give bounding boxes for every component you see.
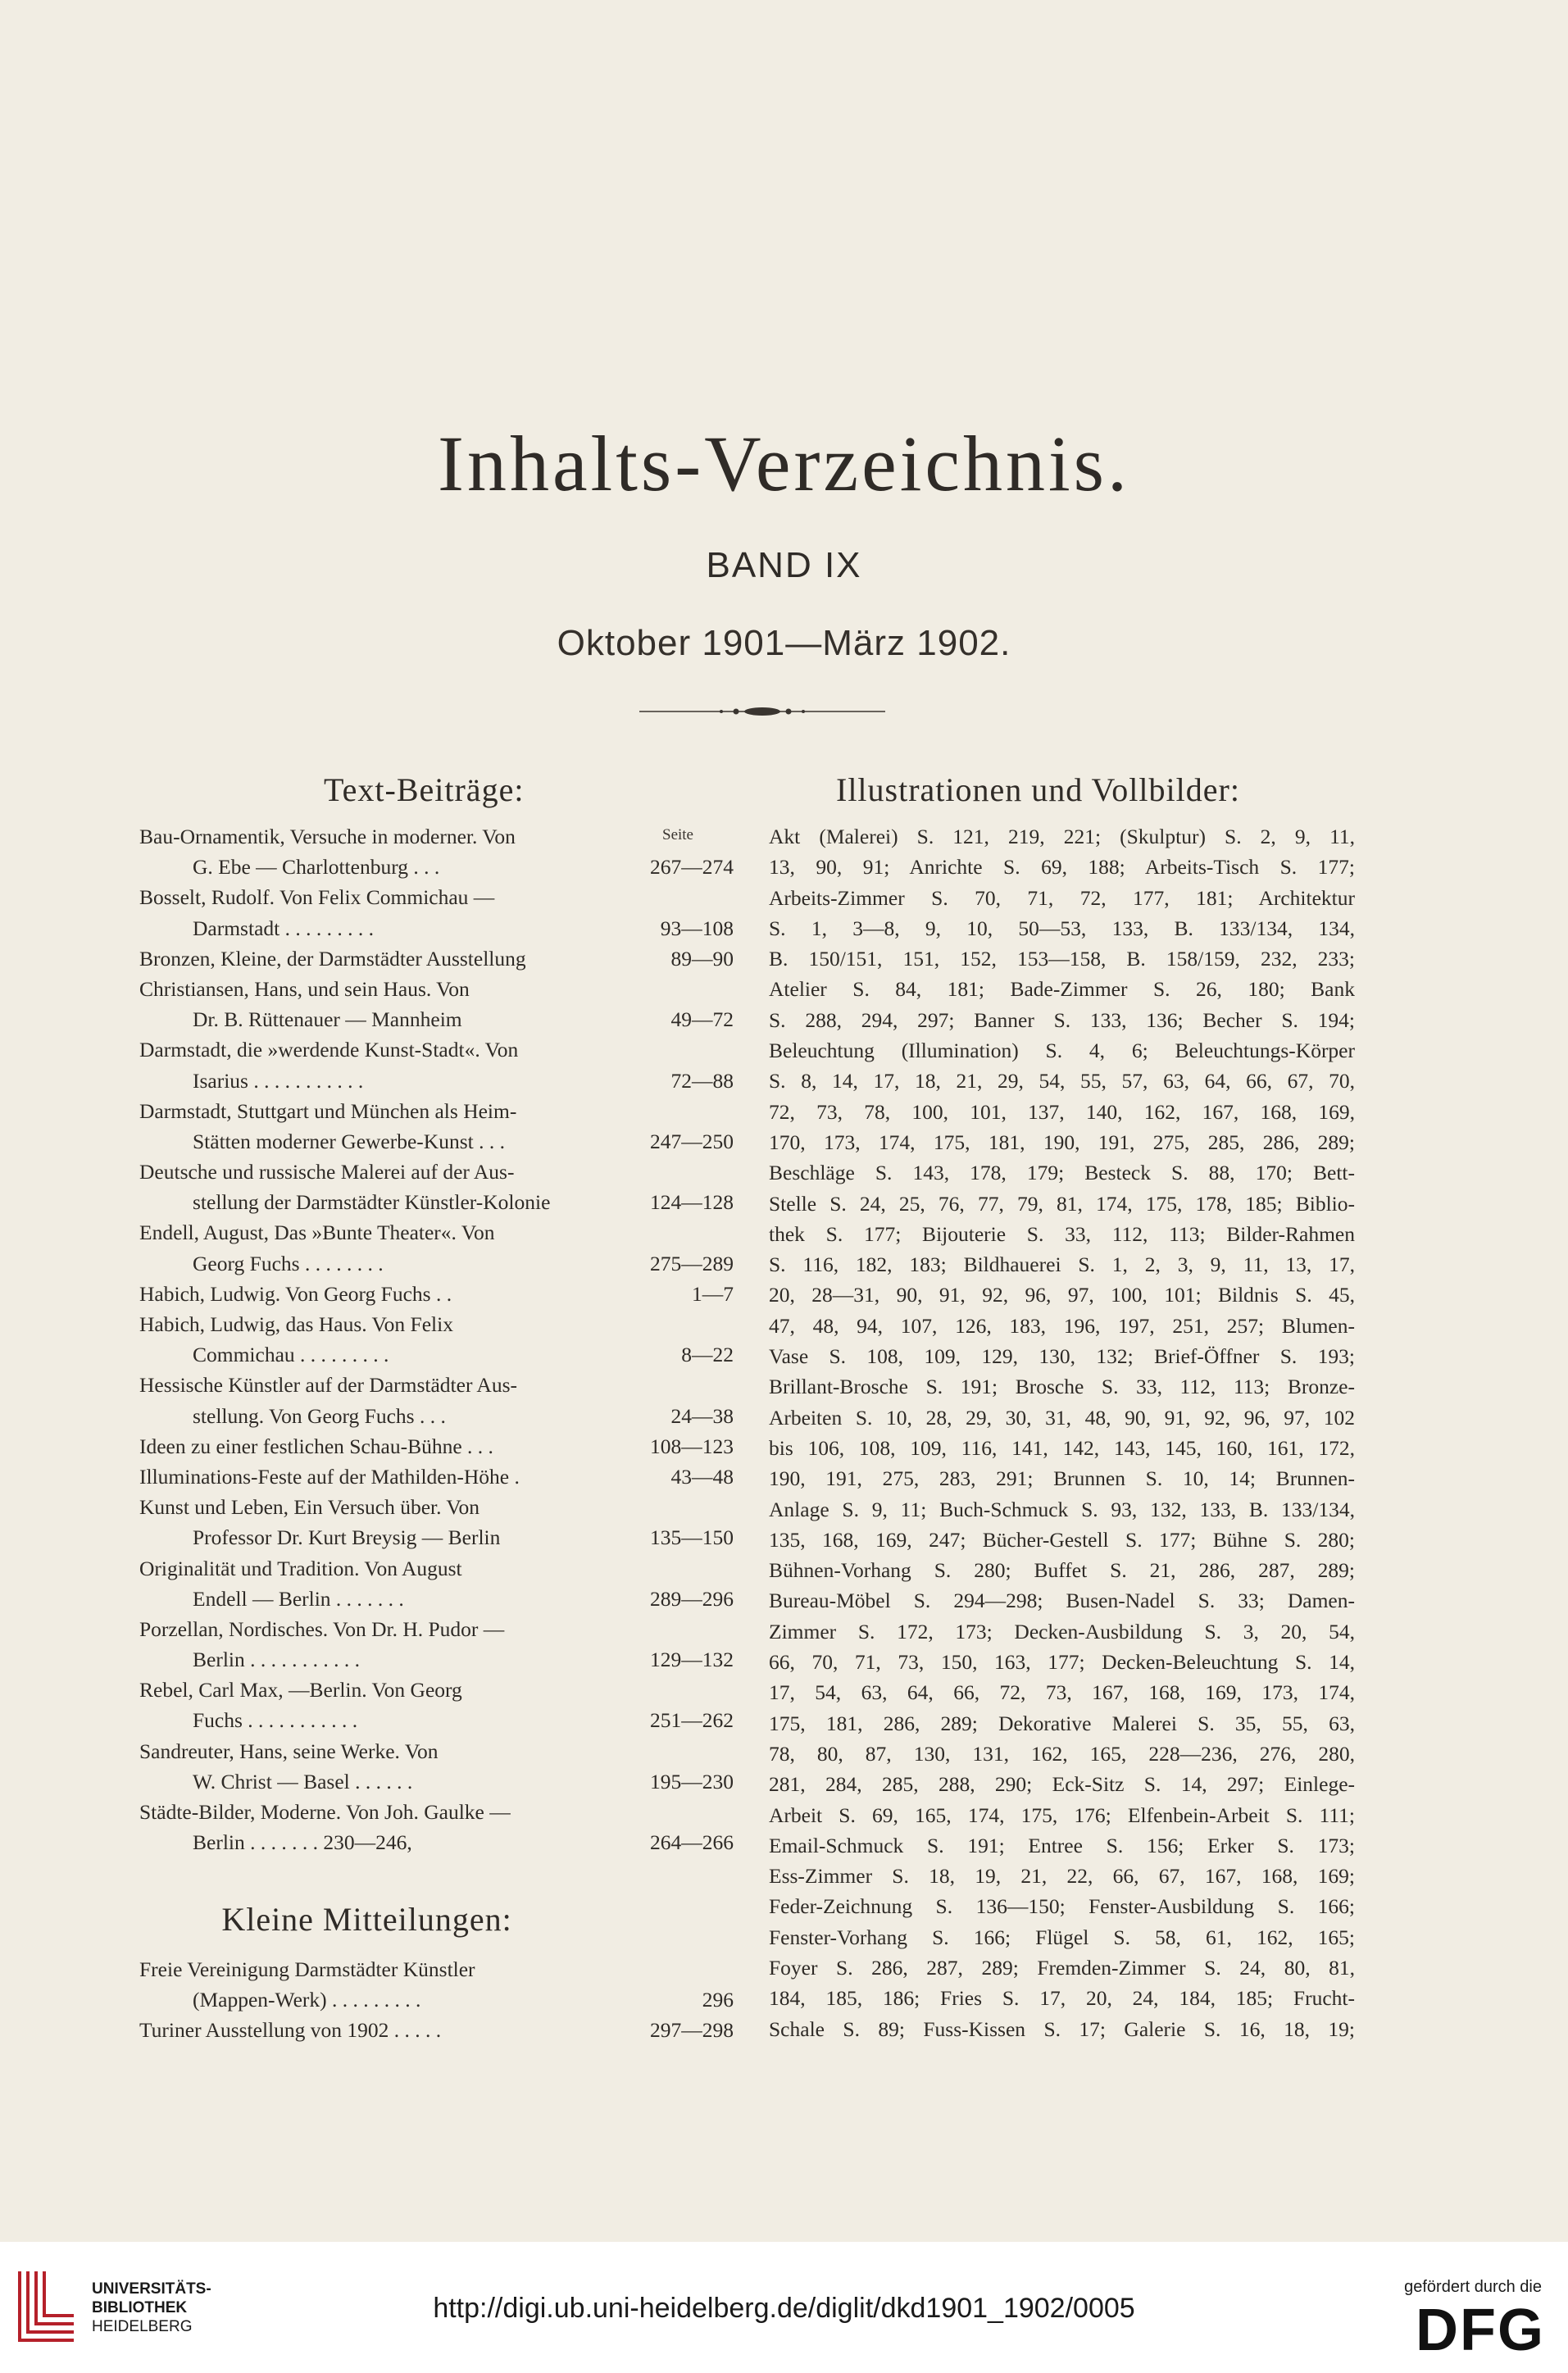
footer-bar (0, 2242, 1568, 2373)
toc-entry-pages: 108—123 (650, 1434, 734, 1458)
illustration-index-line: Ess-Zimmer S. 18, 19, 21, 22, 66, 67, 167, 168, 169; (769, 1864, 1355, 1889)
text-contributions-heading: Text-Beiträge: (324, 771, 525, 808)
toc-entry-line (139, 1675, 734, 1705)
illustration-index-line: S. 1, 3—8, 9, 10, 50—53, 133, B. 133/134, 134, (769, 916, 1355, 940)
toc-entry-pages: 297—298 (650, 2018, 734, 2043)
illustration-index-line: S. 116, 182, 183; Bildhauerei S. 1, 2, 3, 9, 11, 13, 17, (769, 1252, 1355, 1277)
toc-entry-text: Illuminations-Feste auf der Mathilden-Höhe . (139, 1464, 520, 1489)
toc-entry-text: Endell, August, Das »Bunte Theater«. Von (139, 1221, 495, 1245)
toc-entry-line (139, 1462, 734, 1492)
toc-entry-line (139, 1827, 734, 1857)
toc-entry-line (139, 1004, 734, 1034)
illustrations-list (769, 821, 1355, 2044)
toc-entry-text: Sandreuter, Hans, seine Werke. Von (139, 1739, 439, 1763)
library-name-line-3: HEIDELBERG (92, 2318, 193, 2335)
toc-entry-line (139, 1644, 734, 1675)
toc-entry-line (139, 852, 734, 882)
toc-entry-text: Georg Fuchs . . . . . . . . (193, 1251, 384, 1275)
toc-entry-line (139, 882, 734, 912)
toc-entry-line (139, 1553, 734, 1584)
illustration-index-line: Feder-Zeichnung S. 136—150; Fenster-Ausbildung S. 166; (769, 1894, 1355, 1919)
toc-entry-pages: 93—108 (660, 916, 734, 940)
page-title: Inhalts-Verzeichnis. (437, 420, 1131, 507)
illustration-index-line: Arbeiten S. 10, 28, 29, 30, 31, 48, 90, 91, 92, 96, 97, 102 (769, 1405, 1355, 1430)
illustration-index-line: Foyer S. 286, 287, 289; Fremden-Zimmer S. 24, 80, 81, (769, 1955, 1355, 1980)
ornament-divider-icon (639, 703, 885, 720)
illustration-index-line: 13, 90, 91; Anrichte S. 69, 188; Arbeits-Tisch S. 177; (769, 855, 1355, 880)
toc-entry-line (139, 1984, 734, 2015)
illustration-index-line: S. 288, 294, 297; Banner S. 133, 136; Becher S. 194; (769, 1007, 1355, 1032)
toc-entry-text: Darmstadt, die »werdende Kunst-Stadt«. Von (139, 1038, 519, 1062)
toc-entry-text: Turiner Ausstellung von 1902 . . . . . (139, 2018, 442, 2043)
toc-entry-pages: 43—48 (670, 1464, 734, 1489)
toc-entry-line (139, 1187, 734, 1217)
toc-entry-text: Rebel, Carl Max, —Berlin. Von Georg (139, 1678, 462, 1702)
library-name-line-1: UNIVERSITÄTS- (92, 2280, 211, 2298)
illustration-index-line: Atelier S. 84, 181; Bade-Zimmer S. 26, 180; Bank (769, 977, 1355, 1002)
toc-entry-text: Ideen zu einer festlichen Schau-Bühne . . . (139, 1434, 493, 1458)
toc-entry-line (139, 1370, 734, 1400)
toc-entry-text: Professor Dr. Kurt Breysig — Berlin (193, 1525, 501, 1550)
toc-entry-text: Originalität und Tradition. Von August (139, 1556, 462, 1580)
toc-entry-line (139, 2015, 734, 2045)
toc-entry-line (139, 1584, 734, 1614)
toc-entry-text: stellung der Darmstädter Künstler-Kolonie (193, 1190, 551, 1215)
toc-entry-pages: 89—90 (670, 946, 734, 971)
toc-entry-line (139, 943, 734, 974)
toc-entry-line (139, 1705, 734, 1735)
illustration-index-line: 281, 284, 285, 288, 290; Eck-Sitz S. 14, 297; Einlege- (769, 1772, 1355, 1797)
toc-entry-line (139, 1431, 734, 1462)
toc-entry-text: Bosselt, Rudolf. Von Felix Commichau — (139, 885, 495, 910)
toc-entry-text: Darmstadt, Stuttgart und München als Heim- (139, 1098, 517, 1123)
toc-entry-text: stellung. Von Georg Fuchs . . . (193, 1403, 446, 1428)
toc-entry-line (139, 1279, 734, 1309)
toc-entry-line (139, 1401, 734, 1431)
illustration-index-line: B. 150/151, 151, 152, 153—158, B. 158/159, 232, 233; (769, 947, 1355, 971)
toc-entry-text: Kunst und Leben, Ein Versuch über. Von (139, 1495, 480, 1520)
toc-entry-text: (Mappen-Werk) . . . . . . . . . (193, 1988, 421, 2012)
toc-entry-line (139, 1157, 734, 1187)
library-name-line-2: BIBLIOTHEK (92, 2299, 188, 2316)
illustration-index-line: 66, 70, 71, 73, 150, 163, 177; Decken-Beleuchtung S. 14, (769, 1650, 1355, 1675)
toc-entry-line (139, 1096, 734, 1126)
toc-entry-pages: 124—128 (650, 1190, 734, 1215)
toc-entry-text: Christiansen, Hans, und sein Haus. Von (139, 976, 470, 1001)
illustration-index-line: 175, 181, 286, 289; Dekorative Malerei S. 35, 55, 63, (769, 1711, 1355, 1735)
illustration-index-line: Vase S. 108, 109, 129, 130, 132; Brief-Öffner S. 193; (769, 1344, 1355, 1369)
toc-entry-pages: 24—38 (670, 1403, 734, 1428)
toc-entry-pages: 135—150 (650, 1525, 734, 1550)
toc-entry-text: Isarius . . . . . . . . . . . (193, 1068, 364, 1093)
toc-entry-text: Deutsche und russische Malerei auf der Aus- (139, 1160, 515, 1184)
toc-entry-pages: 289—296 (650, 1586, 734, 1611)
illustration-index-line: S. 8, 14, 17, 18, 21, 29, 54, 55, 57, 63, 64, 66, 67, 70, (769, 1069, 1355, 1093)
toc-entry-text: W. Christ — Basel . . . . . . (193, 1769, 413, 1793)
illustration-index-line: 78, 80, 87, 130, 131, 162, 165, 228—236, 276, 280, (769, 1741, 1355, 1766)
toc-entry-pages: 195—230 (650, 1769, 734, 1793)
toc-entry-line (139, 1309, 734, 1339)
toc-entry-text: Habich, Ludwig, das Haus. Von Felix (139, 1312, 453, 1336)
toc-entry-text: Städte-Bilder, Moderne. Von Joh. Gaulke — (139, 1800, 511, 1824)
toc-entry-line (139, 1066, 734, 1096)
small-notices-list (139, 1954, 734, 2046)
toc-entry-pages: 247—250 (650, 1129, 734, 1153)
toc-entry-line (139, 913, 734, 943)
illustration-index-line: thek S. 177; Bijouterie S. 33, 112, 113; Bilder-Rahmen (769, 1221, 1355, 1246)
small-notices-heading: Kleine Mitteilungen: (221, 1901, 512, 1938)
toc-entry-text: Berlin . . . . . . . 230—246, (193, 1830, 412, 1855)
toc-entry-pages: 296 (702, 1988, 734, 2012)
toc-entry-pages: 72—88 (670, 1068, 734, 1093)
toc-entry-text: Berlin . . . . . . . . . . . (193, 1648, 360, 1672)
illustration-index-line: Email-Schmuck S. 191; Entree S. 156; Erker S. 173; (769, 1833, 1355, 1857)
toc-entry-pages: 275—289 (650, 1251, 734, 1275)
toc-entry-line (139, 1034, 734, 1065)
toc-entry-pages: 49—72 (670, 1007, 734, 1032)
toc-entry-pages: 129—132 (650, 1648, 734, 1672)
illustration-index-line: Zimmer S. 172, 173; Decken-Ausbildung S. 3, 20, 54, (769, 1619, 1355, 1643)
illustration-index-line: Bureau-Möbel S. 294—298; Busen-Nadel S. 33; Damen- (769, 1589, 1355, 1613)
illustration-index-line: 47, 48, 94, 107, 126, 183, 196, 197, 251, 257; Blumen- (769, 1313, 1355, 1338)
toc-entry-text: G. Ebe — Charlottenburg . . . (193, 855, 440, 880)
toc-entry-line (139, 974, 734, 1004)
toc-entry-line (139, 1614, 734, 1644)
toc-entry-line (139, 1522, 734, 1552)
toc-entry-pages: 251—262 (650, 1708, 734, 1733)
illustration-index-line: Schale S. 89; Fuss-Kissen S. 17; Galerie S. 16, 18, 19; (769, 2016, 1355, 2041)
toc-entry-line (139, 1766, 734, 1797)
source-url-link[interactable]: http://digi.ub.uni-heidelberg.de/diglit/dkd1901_1902/0005 (433, 2293, 1135, 2324)
illustration-index-line: Stelle S. 24, 25, 76, 77, 79, 81, 174, 175, 178, 185; Biblio- (769, 1191, 1355, 1216)
illustration-index-line: Akt (Malerei) S. 121, 219, 221; (Skulptur) S. 2, 9, 11, (769, 825, 1355, 848)
illustration-index-line: 184, 185, 186; Fries S. 17, 20, 24, 184, 185; Frucht- (769, 1986, 1355, 2011)
illustration-index-line: 17, 54, 63, 64, 66, 72, 73, 167, 168, 169, 173, 174, (769, 1680, 1355, 1705)
illustration-index-line: Beschläge S. 143, 178, 179; Besteck S. 88, 170; Bett- (769, 1161, 1355, 1185)
toc-entry-line (139, 1126, 734, 1157)
illustration-index-line: Bühnen-Vorhang S. 280; Buffet S. 21, 286, 287, 289; (769, 1558, 1355, 1583)
illustrations-heading: Illustrationen und Vollbilder: (836, 771, 1240, 808)
toc-entry-line (139, 1339, 734, 1370)
toc-entry-text: Darmstadt . . . . . . . . . (193, 916, 374, 940)
page-column-label: Seite (662, 826, 693, 843)
toc-entry-text: Stätten moderner Gewerbe-Kunst . . . (193, 1129, 505, 1153)
toc-entry-pages: 1—7 (692, 1281, 734, 1306)
illustration-index-line: Arbeits-Zimmer S. 70, 71, 72, 177, 181; Architektur (769, 885, 1355, 910)
toc-entry-text: Dr. B. Rüttenauer — Mannheim (193, 1007, 462, 1032)
toc-entry-text: Hessische Künstler auf der Darmstädter Aus- (139, 1373, 517, 1398)
illustration-index-line: Arbeit S. 69, 165, 174, 175, 176; Elfenbein-Arbeit S. 111; (769, 1802, 1355, 1827)
illustration-index-line: Beleuchtung (Illumination) S. 4, 6; Beleuchtungs-Körper (769, 1039, 1355, 1063)
toc-entry-text: Bau-Ornamentik, Versuche in moderner. Von (139, 825, 516, 848)
toc-entry-text: Freie Vereinigung Darmstädter Künstler (139, 1957, 475, 1981)
text-contributions-list (139, 821, 734, 1857)
toc-entry-line (139, 821, 734, 852)
illustration-index-line: 170, 173, 174, 175, 181, 190, 191, 275, 285, 286, 289; (769, 1130, 1355, 1154)
illustration-index-line: Fenster-Vorhang S. 166; Flügel S. 58, 61, 162, 165; (769, 1925, 1355, 1949)
illustration-index-line: bis 106, 108, 109, 116, 141, 142, 143, 145, 160, 161, 172, (769, 1435, 1355, 1460)
toc-entry-line (139, 1492, 734, 1522)
illustration-index-line: 72, 73, 78, 100, 101, 137, 140, 162, 167, 168, 169, (769, 1099, 1355, 1124)
volume-label: BAND IX (706, 545, 862, 585)
toc-entry-line (139, 1248, 734, 1279)
toc-entry-line (139, 1217, 734, 1248)
toc-entry-pages: 267—274 (650, 855, 734, 880)
toc-entry-pages: 8—22 (681, 1343, 734, 1367)
illustration-index-line: 190, 191, 275, 283, 291; Brunnen S. 10, 14; Brunnen- (769, 1466, 1355, 1491)
toc-entry-line (139, 1954, 734, 1984)
toc-entry-text: Fuchs . . . . . . . . . . . (193, 1708, 358, 1733)
toc-entry-text: Endell — Berlin . . . . . . . (193, 1586, 404, 1611)
toc-entry-line (139, 1736, 734, 1766)
toc-entry-text: Habich, Ludwig. Von Georg Fuchs . . (139, 1281, 452, 1306)
illustration-index-line: Anlage S. 9, 11; Buch-Schmuck S. 93, 132, 133, B. 133/134, (769, 1497, 1355, 1521)
dfg-logo: DFG (1416, 2298, 1545, 2363)
toc-entry-text: Porzellan, Nordisches. Von Dr. H. Pudor — (139, 1616, 505, 1641)
funding-caption: gefördert durch die (1404, 2278, 1542, 2296)
illustration-index-line: 135, 168, 169, 247; Bücher-Gestell S. 177; Bühne S. 280; (769, 1527, 1355, 1552)
illustration-index-line: 20, 28—31, 90, 91, 92, 96, 97, 100, 101; Bildnis S. 45, (769, 1283, 1355, 1307)
date-range: Oktober 1901—März 1902. (557, 623, 1011, 663)
toc-entry-line (139, 1797, 734, 1827)
illustration-index-line: Brillant-Brosche S. 191; Brosche S. 33, 112, 113; Bronze- (769, 1375, 1355, 1399)
toc-entry-text: Commichau . . . . . . . . . (193, 1343, 389, 1367)
toc-entry-text: Bronzen, Kleine, der Darmstädter Ausstellung (139, 946, 526, 971)
toc-entry-pages: 264—266 (650, 1830, 734, 1855)
